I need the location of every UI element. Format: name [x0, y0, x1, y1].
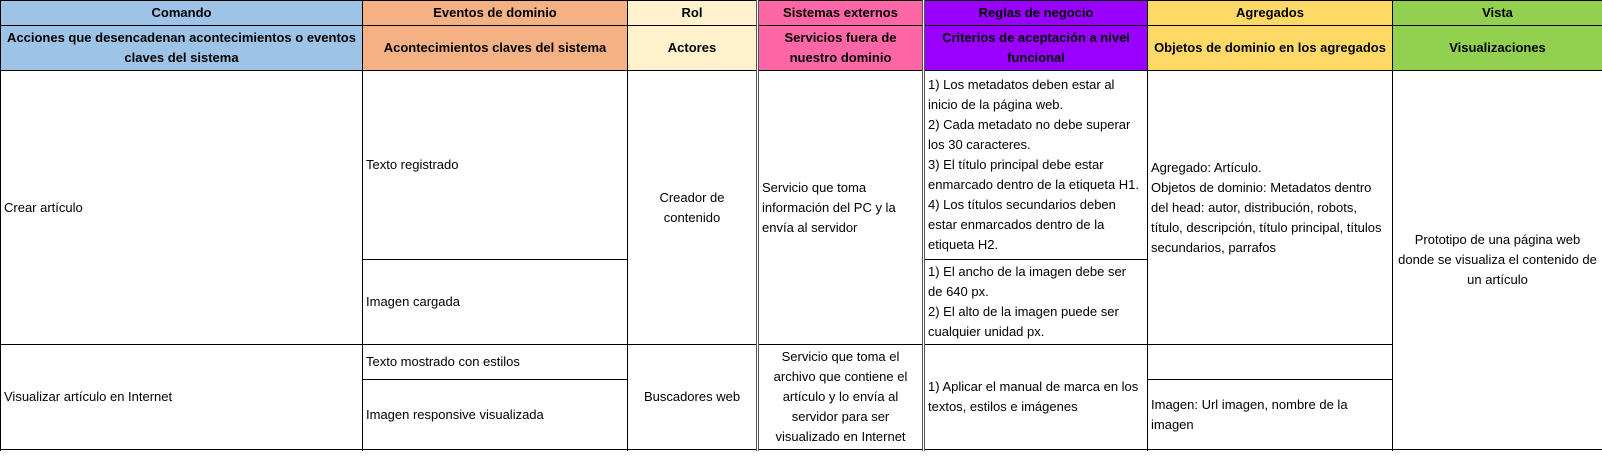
event-imagen-responsive: Imagen responsive visualizada — [363, 380, 628, 450]
role-creador-contenido: Creador de contenido — [628, 71, 758, 345]
role-buscadores-web: Buscadores web — [628, 345, 758, 450]
aggregate-empty — [1148, 345, 1393, 380]
rule-item: 3) El título principal debe estar enmarcado dentro de la etiqueta H1. — [928, 157, 1140, 192]
event-imagen-cargada: Imagen cargada — [363, 260, 628, 345]
header-title-row — [1, 1, 1602, 26]
subheader-reglas: Criterios de aceptación a nivel funcional — [924, 26, 1148, 71]
view-prototipo: Prototipo de una página web donde se visualiza el contenido de un artículo — [1393, 71, 1602, 450]
header-comando: Comando — [1, 1, 363, 26]
rules-imagen — [924, 260, 1148, 345]
table-row-visualizar-1 — [1, 345, 1602, 380]
subheader-comando: Acciones que desencadenan acontecimientos o eventos claves del sistema — [1, 26, 363, 71]
external-service-visualizar: Servicio que toma el archivo que contiene el artículo y lo envía al servidor para ser visualizado en Internet — [758, 345, 924, 450]
aggregate-item: Objetos de dominio: Metadatos dentro del head: autor, distribución, robots, título, descripción, título principal, títulos secundarios, parrafos — [1151, 179, 1382, 255]
rule-item: 2) Cada metadato no debe superar los 30 caracteres. — [928, 117, 1131, 152]
aggregate-item: Agregado: Artículo. — [1151, 159, 1262, 175]
rule-item: 1) El ancho de la imagen debe ser de 640 px. — [928, 264, 1127, 299]
subheader-vista: Visualizaciones — [1393, 26, 1602, 71]
event-texto-registrado: Texto registrado — [363, 71, 628, 260]
rule-item: 1) Los metadatos deben estar al inicio de la página web. — [928, 77, 1115, 112]
rules-visualizar: 1) Aplicar el manual de marca en los textos, estilos e imágenes — [924, 345, 1148, 450]
aggregate-imagen: Imagen: Url imagen, nombre de la imagen — [1148, 380, 1393, 450]
external-service-crear: Servicio que toma información del PC y la envía al servidor — [758, 71, 924, 345]
header-agregados: Agregados — [1148, 1, 1393, 26]
aggregates-articulo — [1148, 71, 1393, 345]
subheader-rol: Actores — [628, 26, 758, 71]
rules-texto — [924, 71, 1148, 260]
command-visualizar-articulo: Visualizar artículo en Internet — [1, 345, 363, 450]
header-reglas: Reglas de negocio — [924, 1, 1148, 26]
header-sistemas: Sistemas externos — [758, 1, 924, 26]
header-rol: Rol — [628, 1, 758, 26]
event-texto-mostrado: Texto mostrado con estilos — [363, 345, 628, 380]
subheader-sistemas: Servicios fuera de nuestro dominio — [758, 26, 924, 71]
header-eventos: Eventos de dominio — [363, 1, 628, 26]
header-vista: Vista — [1393, 1, 1602, 26]
subheader-agregados: Objetos de dominio en los agregados — [1148, 26, 1393, 71]
subheader-eventos: Acontecimientos claves del sistema — [363, 26, 628, 71]
table-row-crear-1 — [1, 71, 1602, 260]
header-subtitle-row — [1, 26, 1602, 71]
command-crear-articulo: Crear artículo — [1, 71, 363, 345]
rule-item: 2) El alto de la imagen puede ser cualquier unidad px. — [928, 304, 1119, 339]
rule-item: 4) Los títulos secundarios deben estar enmarcados dentro de la etiqueta H2. — [928, 197, 1116, 252]
